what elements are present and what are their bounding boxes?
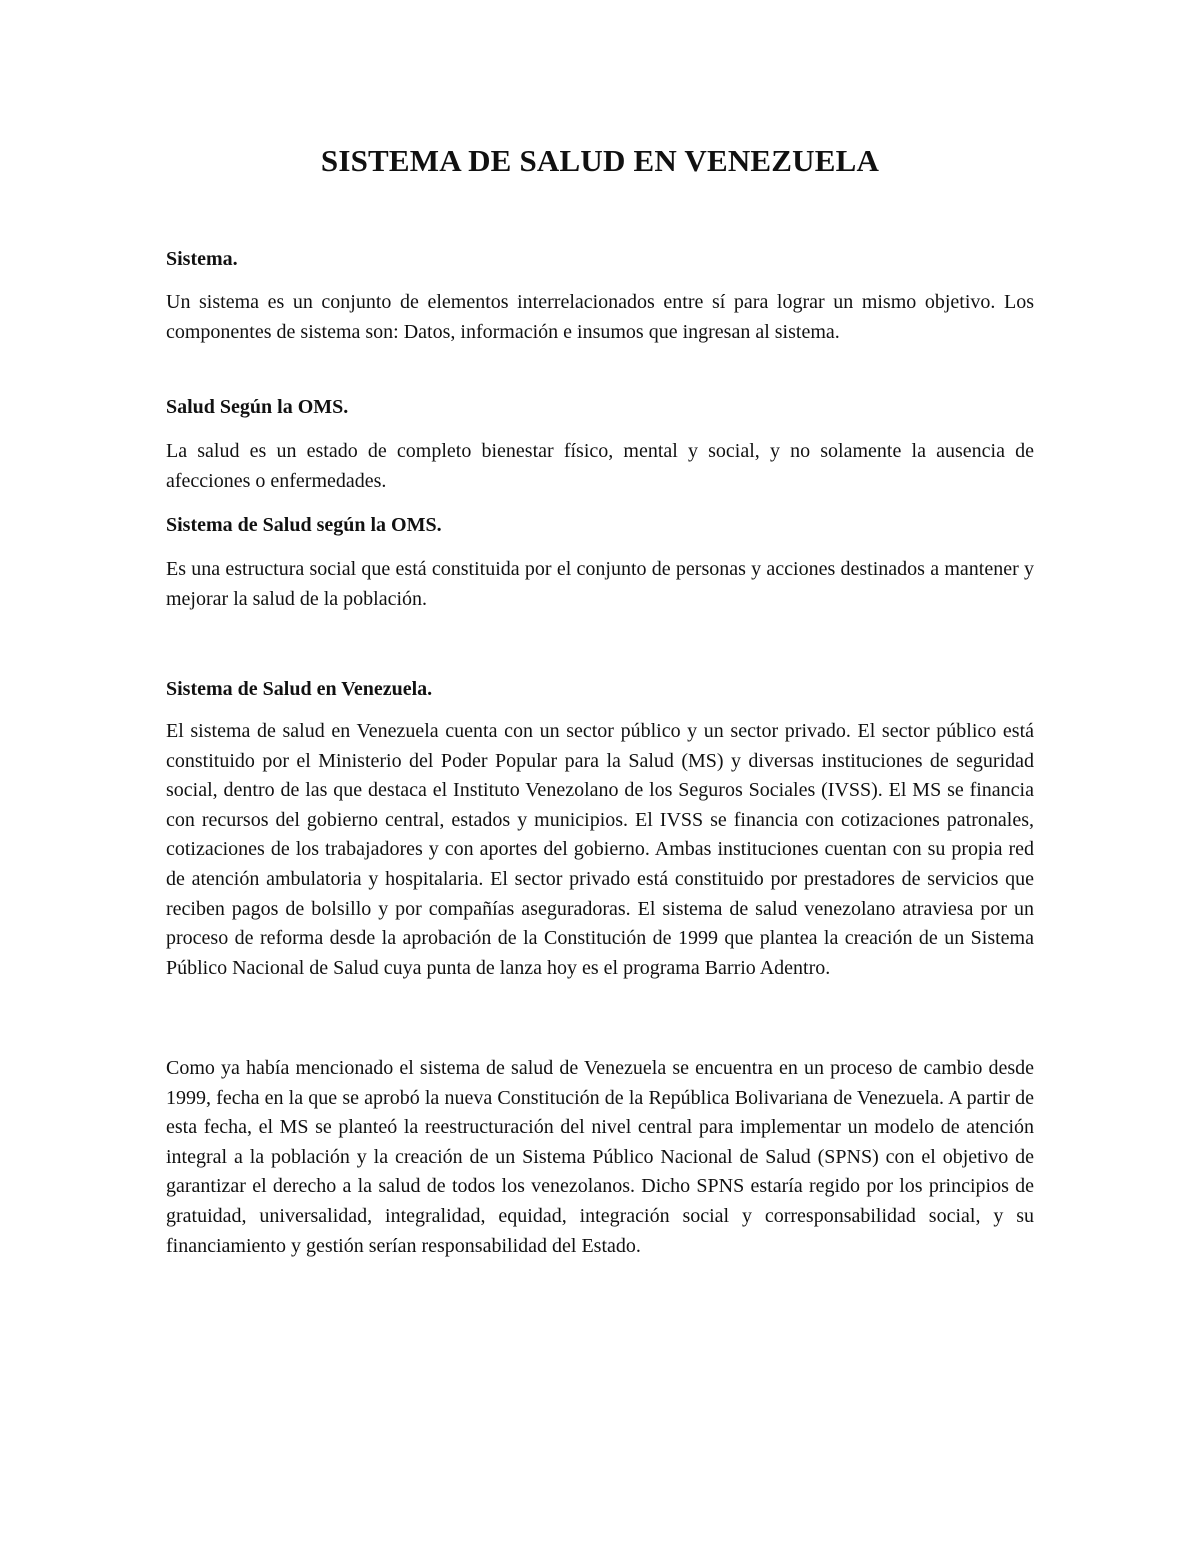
document-title: SISTEMA DE SALUD EN VENEZUELA	[320, 143, 880, 178]
section-heading-salud-oms: Salud Según la OMS.	[166, 396, 349, 418]
section-paragraph: Como ya había mencionado el sistema de salud de Venezuela se encuentra en un proceso de cambio desde 1999, fecha en la que se aprobó la nueva Constitución de la República Bolivariana de Venezuela. A partir de esta fecha, el MS se planteó la reestructuración del nivel central para implementar un modelo de atención integral a la población y la creación de un Sistema Público Nacional de Salud (SPNS) con el objetivo de garantizar el derecho a la salud de todos los venezolanos. Dicho SPNS estaría regido por los principios de gratuidad, universalidad, integralidad, equidad, integración social y corresponsabilidad social, y su financiamiento y gestión serían responsabilidad del Estado.	[166, 1057, 1034, 1257]
section-heading-sistema: Sistema.	[166, 248, 238, 270]
section-heading-sistema-salud-oms: Sistema de Salud según la OMS.	[166, 514, 442, 536]
section-paragraph: El sistema de salud en Venezuela cuenta con un sector público y un sector privado. El sector público está constituido por el Ministerio del Poder Popular para la Salud (MS) y diversas instituciones de seguridad social, dentro de las que destaca el Instituto Venezolano de los Seguros Sociales (IVSS). El MS se financia con recursos del gobierno central, estados y municipios. El IVSS se financia con cotizaciones patronales, cotizaciones de los trabajadores y con aportes del gobierno. Ambas instituciones cuentan con su propia red de atención ambulatoria y hospitalaria. El sector privado está constituido por prestadores de servicios que reciben pagos de bolsillo y por compañías aseguradoras. El sistema de salud venezolano atraviesa por un proceso de reforma desde la aprobación de la Constitución de 1999 que plantea la creación de un Sistema Público Nacional de Salud cuya punta de lanza hoy es el programa Barrio Adentro.	[166, 720, 1034, 979]
section-paragraph: Un sistema es un conjunto de elementos interrelacionados entre sí para lograr un mismo objetivo. Los componentes de sistema son: Datos, información e insumos que ingresan al sistema.	[166, 291, 1034, 343]
section-paragraph: Es una estructura social que está constituida por el conjunto de personas y acciones destinados a mantener y mejorar la salud de la población.	[166, 558, 1034, 610]
section-heading-sistema-salud-venezuela: Sistema de Salud en Venezuela.	[166, 678, 433, 700]
section-paragraph: La salud es un estado de completo bienestar físico, mental y social, y no solamente la ausencia de afecciones o enfermedades.	[166, 440, 1034, 492]
